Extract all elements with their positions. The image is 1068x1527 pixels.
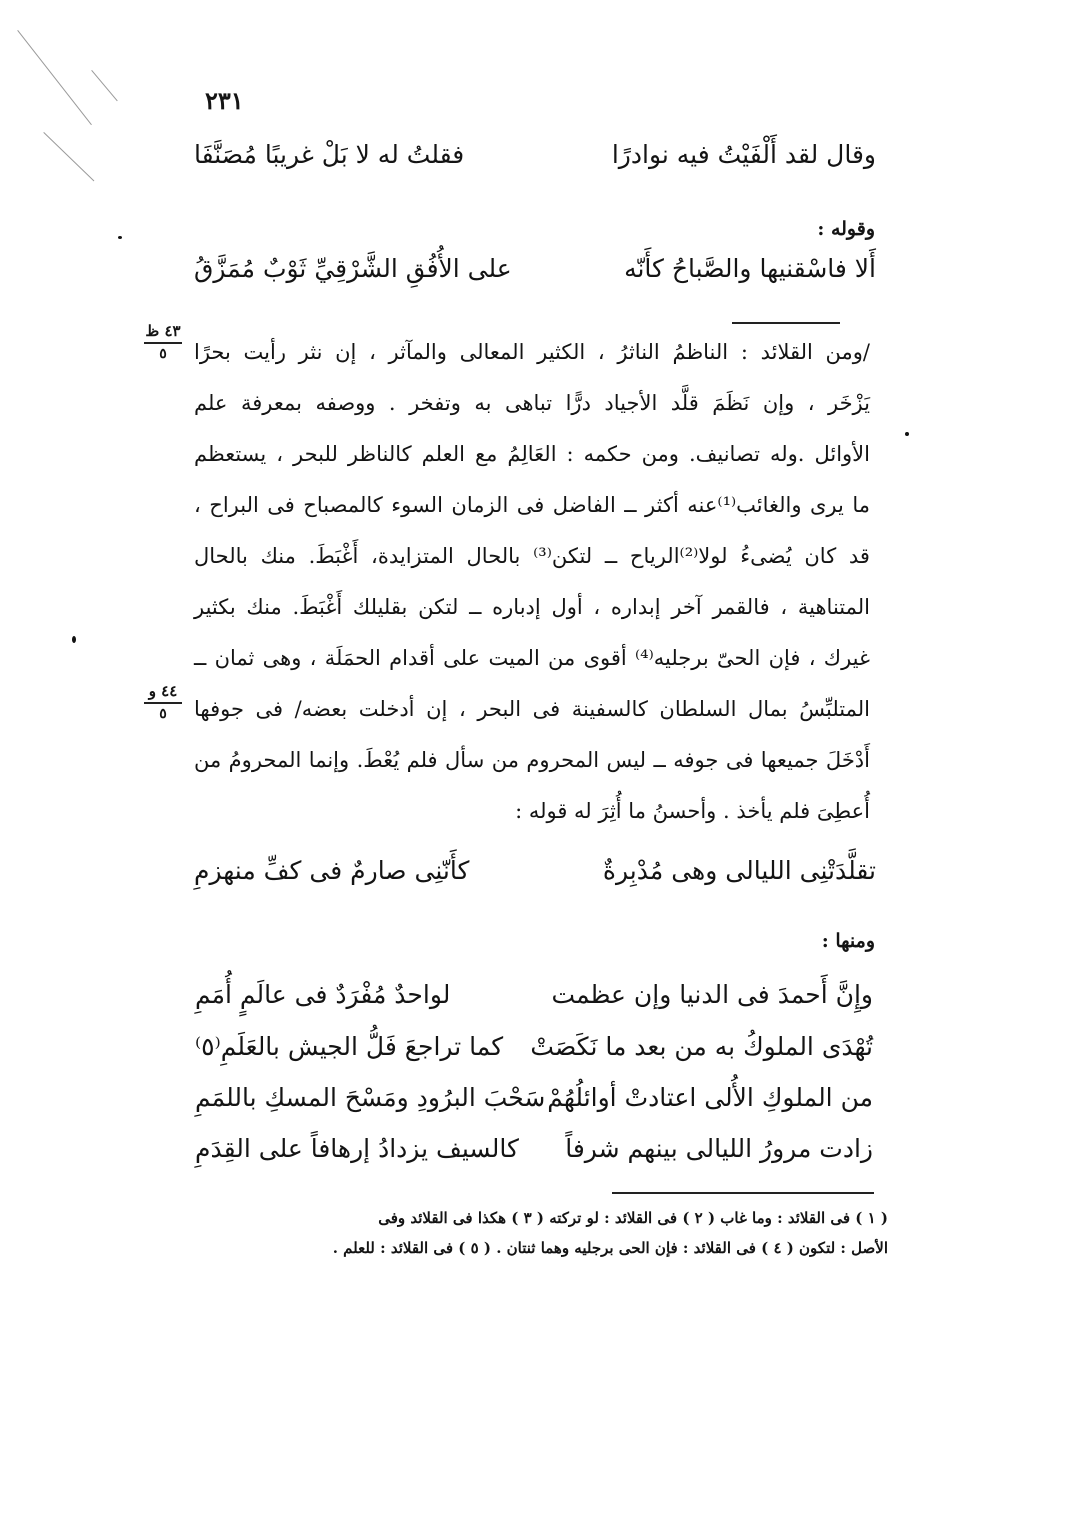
prose-line: الأوائل .وله تصانيف. ومن حكمه : العَالِمُ مع العلم كالناظر للبحر ، يستعظم	[194, 442, 870, 466]
prose-line: المتناهية ، فالقمر آخر إبداره ، أول إدباره ــ لتكن بقليلك أَغْبَطَ. منك بكثير	[194, 595, 870, 619]
verse-hemistich-left: على الأُفُقِ الشَّرْقِيِّ ثَوْبٌ مُمَزَّقُ	[194, 254, 512, 283]
prose-line: قد كان يُضىءُ لولا⁽²⁾الرياح ــ لتكن⁽³⁾ بالحال المتزايدة، أَغْبَطَ. منك بالحال	[194, 544, 870, 568]
folio-divider	[144, 342, 182, 344]
verse-line	[194, 140, 876, 169]
page-number: ٢٣١	[205, 86, 244, 115]
verse-line	[195, 1032, 873, 1061]
scan-speck	[72, 636, 76, 643]
scan-speck	[118, 236, 122, 239]
footnote-line: ( ١ ) فى القلائد : وما غاب ( ٢ ) فى القلائد : لو تركته ( ٣ ) هكذا فى القلائد وفى	[378, 1209, 888, 1227]
margin-folio-note	[140, 322, 186, 362]
margin-folio-note	[140, 682, 186, 722]
verse-line	[195, 1083, 873, 1112]
verse-hemistich-left: كأَنّنِى صارمٌ فى كفِّ منهزمِ	[194, 856, 470, 885]
verse-hemistich-left: فقلتُ له لا بَلْ غريبًا مُصَنَّفَا	[194, 140, 465, 169]
prose-line: ما يرى والغائب⁽¹⁾عنه أكثر ــ الفاضل فى الزمان السوء كالمصباح فى البراح ،	[194, 493, 870, 517]
verse-hemistich-left: سَحْبَ البرُودِ ومَسْحَ المسكِ باللمَمِ	[195, 1083, 546, 1112]
footnote-rule	[612, 1192, 874, 1194]
verse-hemistich-left: كالسيف يزدادُ إرهافاً على القِدَمِ	[195, 1134, 519, 1163]
verse-line	[195, 1134, 873, 1163]
verse-introduction: وقوله :	[817, 218, 875, 240]
scan-artifact-line	[17, 30, 92, 125]
verse-hemistich-right: وإِنَّ أَحمدَ فى الدنيا وإن عظمت	[551, 980, 873, 1009]
verse-introduction: ومنها :	[821, 930, 875, 952]
prose-line: غيرك ، فإن الحىّ برجليه⁽⁴⁾ أقوى من الميت على أقدام الحمَلَة ، وهى ثمان ــ	[194, 646, 870, 670]
verse-hemistich-right: تُهْدَى الملوكُ به من بعد ما نَكَصَتْ	[530, 1032, 873, 1061]
folio-divider	[144, 702, 182, 704]
prose-line: أَدْخَلَ جميعها فى جوفه ــ ليس المحروم من سأل فلم يُعْطَ. وإنما المحرومُ من	[194, 748, 870, 772]
folio-label: ٤٤ و	[148, 682, 178, 700]
verse-line	[195, 980, 873, 1009]
folio-label: ٤٣ ظ	[145, 322, 181, 340]
verse-hemistich-left: لواحدٌ مُفْرَدٌ فى عالَمٍ أُمَمِ	[195, 980, 451, 1009]
verse-hemistich-right: وقال لقد أَلْفَيْتُ فيه نوادرًا	[611, 140, 876, 169]
footnote-line: الأصل : لتكون ( ٤ ) فى القلائد : فإن الحى برجليه وهما ثنتان . ( ٥ ) فى القلائد : للعلم .	[332, 1239, 888, 1257]
section-rule	[732, 322, 840, 324]
verse-hemistich-right: من الملوكِ الأُلى اعتادتْ أوائلُهُمْ	[547, 1083, 873, 1112]
verse-hemistich-left: كما تراجعَ فَلُّ الجيش بالعَلَمِ⁽٥⁾	[195, 1032, 504, 1061]
prose-line: يَزْخَر ، وإن نَظَمَ قلَّد الأجياد درًّا تباهى به وتفخر . ووصفه بمعرفة علم	[194, 391, 870, 415]
prose-line: أُعطِىَ فلم يأخذ . وأحسنُ ما أُثِرَ له قوله :	[515, 799, 870, 823]
verse-hemistich-right: زادت مرورُ الليالى بينهم شرفاً	[565, 1134, 873, 1163]
folio-number: ٥	[159, 706, 167, 722]
verse-line	[194, 254, 876, 283]
scan-artifact-line	[43, 132, 94, 181]
folio-number: ٥	[159, 346, 167, 362]
verse-hemistich-right: أَلا فاسْقنيها والصَّباحُ كأَنّه	[624, 254, 876, 283]
prose-line: المتلبِّسُ بمال السلطان كالسفينة فى البحر ، إن أدخلت بعضه/ فى جوفها	[194, 697, 870, 721]
verse-line	[194, 856, 876, 885]
scan-artifact-line	[91, 70, 117, 101]
verse-hemistich-right: تقلَّدَتْنِى الليالى وهى مُدْبِرةٌ	[602, 856, 876, 885]
prose-line: /ومن القلائد : الناظمُ الناثرُ ، الكثير المعالى والمآثر ، إن نثر رأيت بحرًا	[194, 340, 870, 364]
scan-speck	[905, 432, 909, 436]
